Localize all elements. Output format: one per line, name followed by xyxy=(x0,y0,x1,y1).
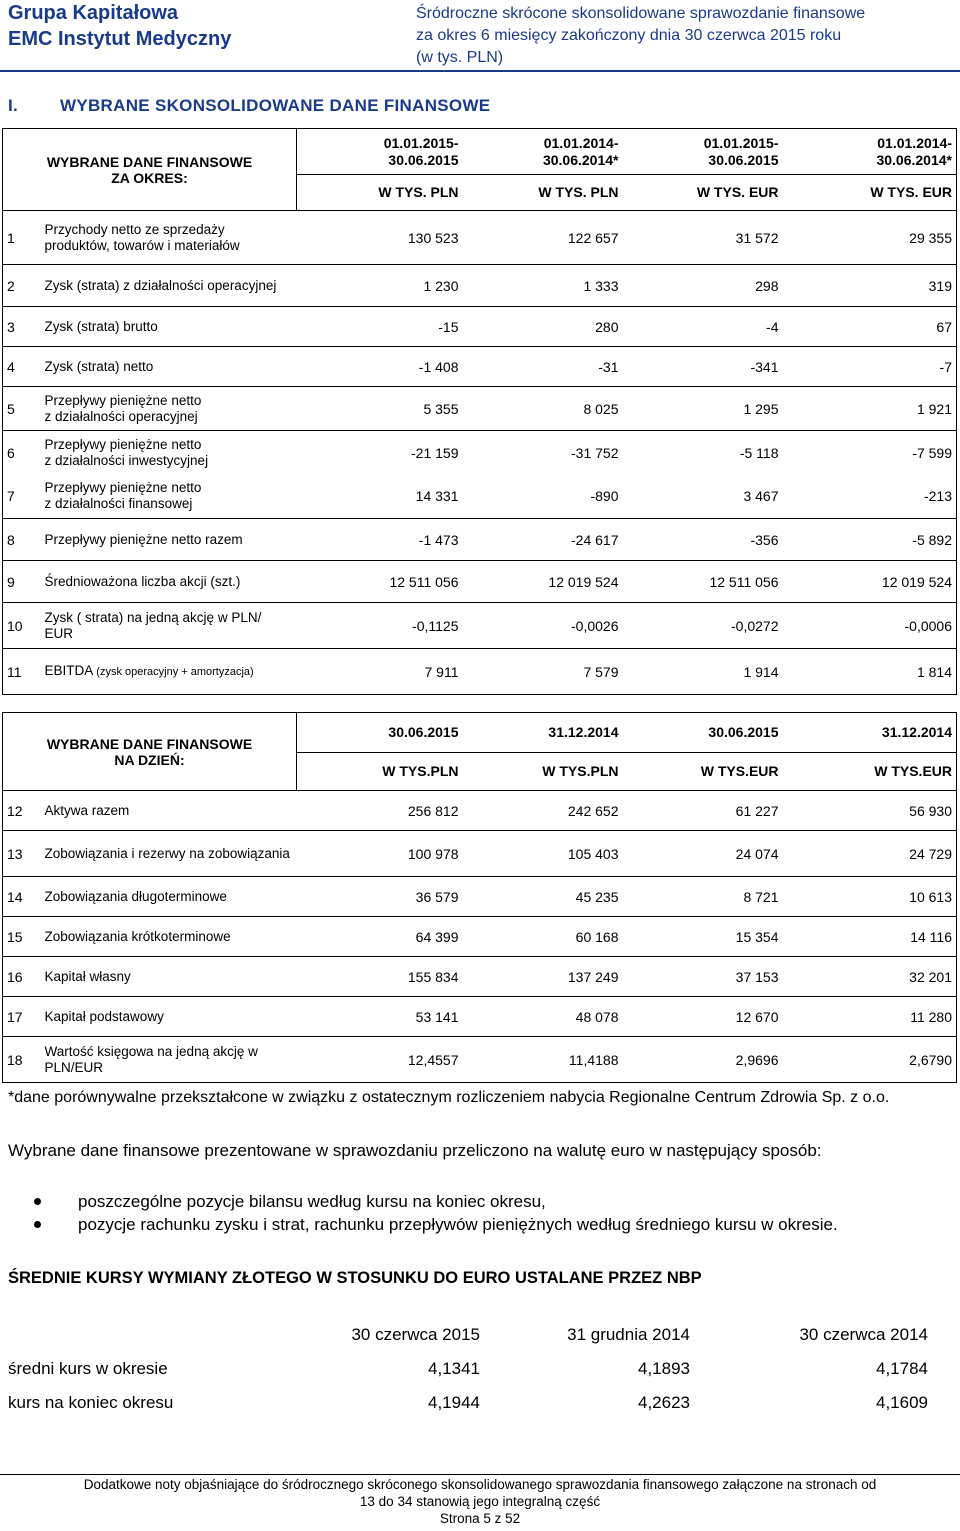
row-value: 12 670 xyxy=(735,1008,779,1025)
row-label-line: z działalności inwestycyjnej xyxy=(44,452,209,468)
row-value: 29 355 xyxy=(783,211,957,265)
rate-value: 4,1341 xyxy=(428,1359,480,1378)
row-value: 1 914 xyxy=(743,663,779,680)
row-number: 7 xyxy=(3,475,41,519)
period-1 xyxy=(297,129,463,175)
row-label xyxy=(41,431,297,475)
row-value: 12 511 056 xyxy=(389,573,459,590)
date-header-label-2: NA DZIEŃ: xyxy=(114,751,185,768)
row-label: Zysk (strata) netto xyxy=(44,358,154,374)
row-label-line: Przepływy pieniężne netto xyxy=(44,392,202,408)
row-value: 14 331 xyxy=(415,488,459,505)
row-value: 280 xyxy=(595,318,619,335)
row-value: -7 599 xyxy=(783,431,957,475)
date-1-unit: W TYS.PLN xyxy=(297,753,463,791)
rates-column-header: 30 czerwca 2014 xyxy=(799,1325,928,1344)
conversion-paragraph: Wybrane dane finansowe prezentowane w sprawozdaniu przeliczono na walutę euro w następujący sposób: xyxy=(8,1141,822,1160)
row-value: 100 978 xyxy=(407,845,459,862)
row-value: 45 235 xyxy=(575,888,619,905)
row-value: 48 078 xyxy=(575,1008,619,1025)
row-label: Kapitał podstawowy xyxy=(44,1008,164,1024)
period-3-end: 30.06.2015 xyxy=(708,151,779,168)
row-label: Zysk (strata) brutto xyxy=(44,318,158,334)
period-header-label xyxy=(3,129,297,211)
period-1-end: 30.06.2015 xyxy=(388,151,459,168)
row-value: 60 168 xyxy=(575,928,619,945)
row-label-small: (zysk operacyjny + amortyzacja) xyxy=(96,666,254,678)
row-value: 5 355 xyxy=(423,400,459,417)
table-row xyxy=(3,1037,957,1083)
footer-line-1: Dodatkowe noty objaśniające do śródrocznego skróconego skonsolidowanego sprawozdania finansowego załączone na stronach od xyxy=(83,1477,877,1492)
date-2: 31.12.2014 xyxy=(463,713,623,753)
row-value: -213 xyxy=(783,475,957,519)
row-value: 1 333 xyxy=(583,277,619,294)
row-value: 12 019 524 xyxy=(548,573,619,590)
period-2 xyxy=(463,129,623,175)
row-label-line: Przepływy pieniężne netto xyxy=(44,436,202,452)
row-number: 18 xyxy=(3,1037,41,1083)
row-value: 53 141 xyxy=(415,1008,459,1025)
row-value: 1 921 xyxy=(783,387,957,431)
row-value: -0,1125 xyxy=(412,617,459,634)
page-footer xyxy=(0,1476,960,1527)
table-row xyxy=(3,877,957,917)
row-label xyxy=(41,649,297,695)
row-value: 32 201 xyxy=(783,957,957,997)
row-label xyxy=(41,475,297,519)
date-table xyxy=(2,712,957,1083)
row-label: Średnioważona liczba akcji (szt.) xyxy=(44,573,241,589)
row-value: 2,6790 xyxy=(783,1037,957,1083)
row-value: 10 613 xyxy=(783,877,957,917)
row-value: 122 657 xyxy=(567,229,619,246)
date-2-unit: W TYS.PLN xyxy=(463,753,623,791)
row-value: 14 116 xyxy=(783,917,957,957)
section-number: I. xyxy=(8,96,19,115)
period-1-unit: W TYS. PLN xyxy=(297,175,463,211)
table-row xyxy=(3,475,957,519)
period-4 xyxy=(783,129,957,175)
table-row xyxy=(3,957,957,997)
row-label: Zysk ( strata) na jedną akcję w PLN/ EUR xyxy=(44,609,262,641)
period-header-label-1: WYBRANE DANE FINANSOWE xyxy=(46,153,253,170)
row-value: 11,4188 xyxy=(568,1051,619,1068)
row-value: 12 511 056 xyxy=(709,573,779,590)
table-row xyxy=(3,831,957,877)
row-value: -356 xyxy=(750,531,779,548)
date-1: 30.06.2015 xyxy=(297,713,463,753)
period-header-row xyxy=(3,129,957,175)
row-value: 8 025 xyxy=(583,400,619,417)
row-label: Zobowiązania i rezerwy na zobowiązania xyxy=(44,845,290,861)
table-row xyxy=(8,1352,928,1386)
row-value: 319 xyxy=(783,265,957,307)
row-number: 1 xyxy=(3,211,41,265)
row-number: 5 xyxy=(3,387,41,431)
row-value: -21 159 xyxy=(411,444,459,461)
row-value: 130 523 xyxy=(407,229,459,246)
row-value: -31 752 xyxy=(571,444,619,461)
period-2-start: 01.01.2014- xyxy=(543,134,619,151)
row-value: 24 729 xyxy=(783,831,957,877)
report-line-2: za okres 6 miesięcy zakończony dnia 30 czerwca 2015 roku xyxy=(416,27,842,44)
row-label: Wartość księgowa na jedną akcję w PLN/EUR xyxy=(44,1043,258,1075)
header-divider xyxy=(0,70,960,72)
row-value: 137 249 xyxy=(567,968,619,985)
row-number: 15 xyxy=(3,917,41,957)
row-value: 8 721 xyxy=(743,888,779,905)
row-number: 11 xyxy=(3,649,41,695)
rates-row-label: średni kurs w okresie xyxy=(8,1359,168,1378)
row-value: 12,4557 xyxy=(407,1051,459,1068)
row-value: 298 xyxy=(755,277,779,294)
table-row xyxy=(3,519,957,561)
rate-value: 4,1944 xyxy=(428,1393,480,1412)
row-value: -0,0006 xyxy=(783,603,957,649)
period-4-end: 30.06.2014* xyxy=(876,151,952,168)
comparative-data-footnote: *dane porównywalne przekształcone w związku z ostatecznym rozliczeniem nabycia Regionalne Centrum Zdrowia Sp. z o.o. xyxy=(8,1089,890,1106)
row-value: -4 xyxy=(766,318,779,335)
row-value: 7 911 xyxy=(424,663,459,680)
row-value: 1 230 xyxy=(423,277,459,294)
rate-value: 4,1784 xyxy=(876,1359,928,1378)
row-value: 1 295 xyxy=(743,400,779,417)
rate-value: 4,1609 xyxy=(876,1393,928,1412)
period-header-label-2: ZA OKRES: xyxy=(111,169,188,186)
row-value: 61 227 xyxy=(735,802,779,819)
period-1-start: 01.01.2015- xyxy=(383,134,459,151)
bullet-icon xyxy=(34,1221,41,1228)
row-value: 24 074 xyxy=(735,845,779,862)
row-label xyxy=(41,387,297,431)
table-row xyxy=(3,307,957,347)
row-value: 7 579 xyxy=(583,663,619,680)
row-value: -31 xyxy=(598,358,619,375)
row-value: 56 930 xyxy=(783,791,957,831)
table-row xyxy=(3,387,957,431)
row-value: 105 403 xyxy=(567,845,619,862)
row-label: Aktywa razem xyxy=(44,802,130,818)
row-value: 242 652 xyxy=(567,802,619,819)
table-row xyxy=(3,265,957,307)
row-number: 13 xyxy=(3,831,41,877)
period-2-unit: W TYS. PLN xyxy=(463,175,623,211)
period-3 xyxy=(623,129,783,175)
row-value: -1 408 xyxy=(418,358,459,375)
rates-title: ŚREDNIE KURSY WYMIANY ZŁOTEGO W STOSUNKU DO EURO USTALANE PRZEZ NBP xyxy=(8,1269,702,1287)
row-value: 67 xyxy=(783,307,957,347)
page-number: Strona 5 z 52 xyxy=(439,1511,521,1526)
row-number: 2 xyxy=(3,265,41,307)
list-item-text: pozycje rachunku zysku i strat, rachunku przepływów pieniężnych według średniego kursu w okresie. xyxy=(78,1215,838,1234)
period-3-unit: W TYS. EUR xyxy=(623,175,783,211)
list-item xyxy=(8,1213,952,1236)
table-row xyxy=(3,561,957,603)
row-value: -341 xyxy=(750,358,779,375)
table-row xyxy=(3,791,957,831)
section-title xyxy=(8,96,490,116)
bullet-icon xyxy=(34,1198,41,1205)
report-title xyxy=(416,3,865,69)
table-row xyxy=(3,997,957,1037)
report-line-3: (w tys. PLN) xyxy=(416,49,504,66)
table-row xyxy=(3,603,957,649)
company-name xyxy=(8,0,231,52)
list-item xyxy=(8,1190,952,1213)
row-value: 11 280 xyxy=(783,997,957,1037)
row-value: 2,9696 xyxy=(735,1051,779,1068)
footer-divider xyxy=(0,1474,960,1475)
row-label: Przychody netto ze sprzedaży produktów, towarów i materiałów xyxy=(44,221,240,253)
date-3-unit: W TYS.EUR xyxy=(623,753,783,791)
rates-column-header: 31 grudnia 2014 xyxy=(567,1325,690,1344)
date-header-label-1: WYBRANE DANE FINANSOWE xyxy=(46,735,253,752)
row-value: -1 473 xyxy=(418,531,459,548)
row-number: 17 xyxy=(3,997,41,1037)
row-number: 4 xyxy=(3,347,41,387)
row-number: 3 xyxy=(3,307,41,347)
row-value: 12 019 524 xyxy=(783,561,957,603)
company-line-1: Grupa Kapitałowa xyxy=(8,2,179,24)
row-label: Zysk (strata) z działalności operacyjnej xyxy=(44,277,277,293)
section-title-text: WYBRANE SKONSOLIDOWANE DANE FINANSOWE xyxy=(60,96,491,115)
row-value: 256 812 xyxy=(407,802,459,819)
row-value: 36 579 xyxy=(415,888,459,905)
table-row xyxy=(3,347,957,387)
date-header-row xyxy=(3,713,957,753)
row-label: Kapitał własny xyxy=(44,968,131,984)
table-row xyxy=(3,917,957,957)
row-value: -0,0272 xyxy=(731,617,779,634)
period-4-unit: W TYS. EUR xyxy=(783,175,957,211)
row-number: 8 xyxy=(3,519,41,561)
row-label: Zobowiązania krótkoterminowe xyxy=(44,928,231,944)
row-number: 14 xyxy=(3,877,41,917)
row-value: -5 892 xyxy=(783,519,957,561)
row-number: 6 xyxy=(3,431,41,475)
conversion-bullets xyxy=(8,1190,952,1236)
report-line-1: Śródroczne skrócone skonsolidowane sprawozdanie finansowe xyxy=(416,5,866,22)
period-3-start: 01.01.2015- xyxy=(703,134,779,151)
row-value: -7 xyxy=(783,347,957,387)
row-value: 3 467 xyxy=(743,488,779,505)
row-value: -5 118 xyxy=(739,444,779,461)
table-row xyxy=(3,211,957,265)
rates-header-row xyxy=(8,1318,928,1352)
row-number: 9 xyxy=(3,561,41,603)
rate-value: 4,2623 xyxy=(638,1393,690,1412)
list-item-text: poszczególne pozycje bilansu według kursu na koniec okresu, xyxy=(78,1192,546,1211)
date-4-unit: W TYS.EUR xyxy=(783,753,957,791)
row-value: -15 xyxy=(438,318,459,335)
row-number: 16 xyxy=(3,957,41,997)
company-line-2: EMC Instytut Medyczny xyxy=(8,28,232,50)
rates-row-label: kurs na koniec okresu xyxy=(8,1393,174,1412)
row-value: -890 xyxy=(590,488,619,505)
row-value: -0,0026 xyxy=(571,617,619,634)
date-4: 31.12.2014 xyxy=(783,713,957,753)
row-label-line: z działalności finansowej xyxy=(44,496,193,512)
row-value: 31 572 xyxy=(735,229,779,246)
period-2-end: 30.06.2014* xyxy=(542,151,619,168)
row-value: 1 814 xyxy=(783,649,957,695)
date-3: 30.06.2015 xyxy=(623,713,783,753)
row-value: 37 153 xyxy=(735,968,779,985)
row-label: Zobowiązania długoterminowe xyxy=(44,888,227,904)
rates-empty-cell xyxy=(8,1318,258,1352)
rate-value: 4,1893 xyxy=(638,1359,690,1378)
table-row xyxy=(8,1386,928,1420)
row-label-main: EBITDA xyxy=(44,663,93,678)
row-label-line: z działalności operacyjnej xyxy=(44,408,198,424)
table-row xyxy=(3,431,957,475)
footer-line-2: 13 do 34 stanowią jego integralną część xyxy=(359,1494,601,1509)
period-4-start: 01.01.2014- xyxy=(877,134,952,151)
row-value: 155 834 xyxy=(407,968,459,985)
date-header-label xyxy=(3,713,297,791)
table-row xyxy=(3,649,957,695)
row-value: -24 617 xyxy=(571,531,619,548)
rates-table xyxy=(8,1318,928,1420)
row-number: 12 xyxy=(3,791,41,831)
row-value: 64 399 xyxy=(415,928,459,945)
row-label-line: Przepływy pieniężne netto xyxy=(44,480,202,496)
row-value: 15 354 xyxy=(735,928,779,945)
row-label: Przepływy pieniężne netto razem xyxy=(44,531,243,547)
period-table xyxy=(2,128,957,695)
row-number: 10 xyxy=(3,603,41,649)
rates-column-header: 30 czerwca 2015 xyxy=(351,1325,480,1344)
